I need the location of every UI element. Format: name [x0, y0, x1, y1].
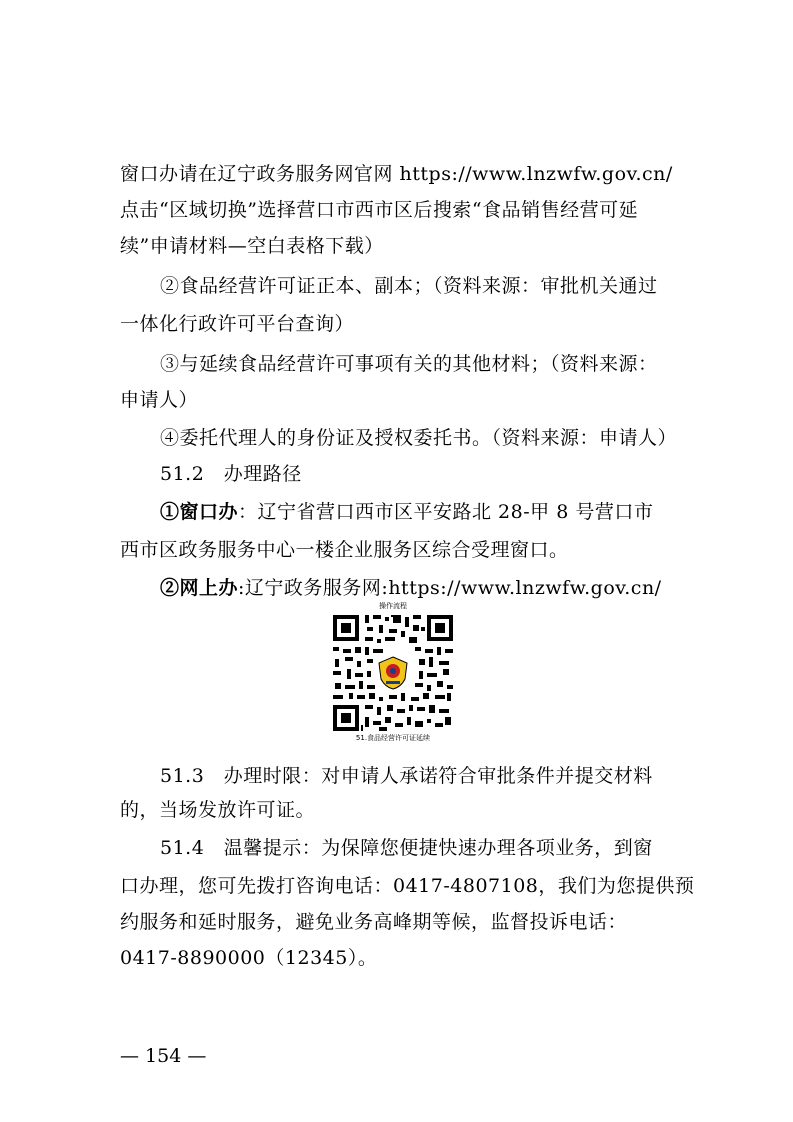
text-line-3: 续”申请材料—空白表格下载）: [120, 235, 384, 257]
route-online-text: :辽宁政务服务网:https://www.lnzwfw.gov.cn/: [238, 577, 662, 599]
material-item-2: ②食品经营许可证正本、副本；（资料来源：审批机关通过: [160, 275, 658, 297]
route-window: [160, 500, 680, 524]
text-line-1: 窗口办请在辽宁政务服务网官网 https://www.lnzwfw.gov.cn/: [120, 163, 673, 185]
material-item-2-cont: 一体化行政许可平台查询）: [120, 313, 355, 335]
section-51-4: 51.4 温馨提示：为保障您便捷快速办理各项业务，到窗: [160, 837, 653, 859]
text-line-2: 点击“区域切换”选择营口市西市区后搜索“食品销售经营可延: [120, 199, 639, 221]
section-51-4-cont-3: 0417-8890000（12345）。: [120, 947, 378, 969]
page-number: — 154 —: [120, 1045, 207, 1067]
section-51-3: 51.3 办理时限：对申请人承诺符合审批条件并提交材料: [160, 765, 653, 787]
qr-caption-top: 操作流程: [379, 602, 407, 610]
material-item-3-cont: 申请人）: [120, 389, 199, 411]
qr-code-block: [331, 602, 455, 744]
section-heading-51-2: 51.2 办理路径: [160, 463, 302, 485]
section-51-4-cont-2: 约服务和延时服务，避免业务高峰期等候，监督投诉电话：: [120, 911, 628, 933]
route-window-text: ：辽宁省营口西市区平安路北 28-甲 8 号营口市: [238, 501, 654, 523]
route-online-label: ②网上办: [160, 577, 239, 599]
route-window-label: ①窗口办: [160, 501, 239, 523]
route-online: [160, 576, 680, 600]
section-51-3-cont: 的，当场发放许可证。: [120, 799, 316, 821]
section-51-4-cont-1: 口办理，您可先拨打咨询电话：0417-4807108，我们为您提供预: [120, 875, 695, 897]
qr-code-icon: [331, 613, 455, 733]
material-item-4: ④委托代理人的身份证及授权委托书。（资料来源：申请人）: [160, 427, 678, 449]
material-item-3: ③与延续食品经营许可事项有关的其他材料；（资料来源：: [160, 353, 658, 375]
qr-caption-bottom: 51.食品经营许可证延续: [355, 734, 431, 742]
route-window-cont: 西市区政务服务中心一楼企业服务区综合受理窗口。: [120, 539, 569, 561]
